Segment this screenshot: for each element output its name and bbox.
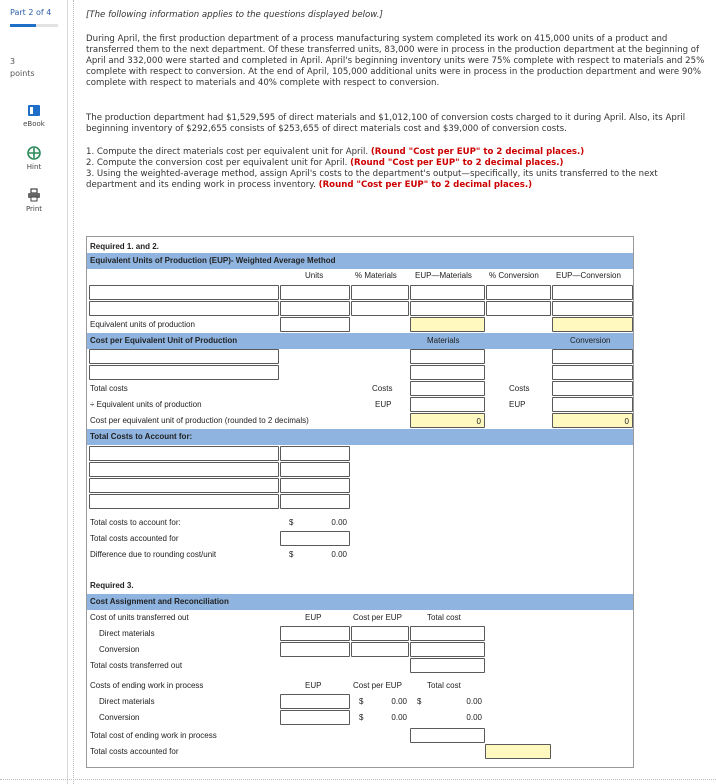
question-1-text: 1. Compute the direct materials cost per equivalent unit for April. (86, 147, 369, 157)
part-indicator[interactable]: Part 2 of 4 (10, 8, 52, 17)
ending-conversion-label: Conversion (99, 713, 140, 722)
eup-row-2-eup-materials-input[interactable] (410, 301, 485, 316)
sidebar (0, 0, 68, 784)
hint-icon (27, 146, 41, 160)
difference-rounding-label: Difference due to rounding cost/unit (90, 550, 217, 559)
col-units-header: Units (305, 271, 324, 280)
hint-button[interactable] (12, 146, 56, 171)
ending-dm-eup-input[interactable] (280, 694, 350, 709)
total-to-account-label: Total costs to account for: (90, 518, 181, 527)
cost-per-eup-materials-result[interactable] (410, 413, 485, 428)
total-transferred-input[interactable] (410, 658, 485, 673)
cost-per-eup-bar (87, 333, 633, 349)
cost-row-1-label-input[interactable] (89, 349, 279, 364)
col-eup-materials-header: EUP—Materials (415, 271, 472, 280)
conversion-col-header: Conversion (570, 336, 611, 345)
print-button[interactable] (12, 188, 56, 213)
total-costs-conversion-input[interactable] (552, 381, 633, 396)
ending-conv-total-value: 0.00 (466, 713, 482, 722)
total-ending-wip-label: Total cost of ending work in process (90, 731, 217, 740)
transferred-conv-total-input[interactable] (410, 642, 485, 657)
print-icon (27, 188, 41, 202)
cost-per-eup-materials-value: 0 (476, 417, 481, 426)
dollar-sign: $ (289, 550, 294, 559)
ending-conv-cost-per-eup-value: 0.00 (391, 713, 407, 722)
ending-dm-cost-dollar: $ (359, 697, 364, 706)
transferred-dm-eup-input[interactable] (280, 626, 350, 641)
col-pct-materials-header: % Materials (355, 271, 397, 280)
account-row-1-amount-input[interactable] (280, 446, 350, 461)
question-3-rounding-note: (Round "Cost per EUP" to 2 decimal places.) (318, 180, 533, 190)
account-row-2-label-input[interactable] (89, 462, 279, 477)
eq-units-materials-total[interactable] (410, 317, 485, 332)
total-accounted-for-result[interactable] (485, 744, 551, 759)
ending-conv-cost-dollar: $ (359, 713, 364, 722)
ending-wip-label: Costs of ending work in process (90, 681, 204, 690)
account-row-3-label-input[interactable] (89, 478, 279, 493)
total-cost-col-header-2: Total cost (427, 681, 461, 690)
account-row-4-amount-input[interactable] (280, 494, 350, 509)
total-ending-wip-input[interactable] (410, 728, 485, 743)
total-costs-account-bar (87, 429, 633, 445)
total-to-account-value: 0.00 (331, 518, 347, 527)
difference-rounding-value: 0.00 (331, 550, 347, 559)
eup-row-1-eup-conversion-input[interactable] (552, 285, 633, 300)
question-2 (86, 158, 706, 169)
print-label: Print (25, 205, 43, 213)
question-1 (86, 147, 706, 158)
eup-row-2-pct-conversion-input[interactable] (486, 301, 551, 316)
cost-per-eup-title: Cost per Equivalent Unit of Production (90, 336, 238, 345)
account-row-3-amount-input[interactable] (280, 478, 350, 493)
points-label: points (10, 69, 35, 78)
account-row-1-label-input[interactable] (89, 446, 279, 461)
points-value: 3 (10, 57, 16, 66)
eup-conversion-tag: EUP (509, 400, 526, 409)
total-transferred-label: Total costs transferred out (90, 661, 183, 670)
eup-row-1-units-input[interactable] (280, 285, 350, 300)
cost-row-2-label-input[interactable] (89, 365, 279, 380)
hint-label: Hint (26, 163, 42, 171)
question-2-rounding-note: (Round "Cost per EUP" to 2 decimal places.) (350, 158, 564, 168)
cost-per-eup-conversion-result[interactable] (552, 413, 633, 428)
question-content (86, 10, 706, 191)
transferred-conv-cost-per-eup-input[interactable] (351, 642, 409, 657)
eq-units-units-input[interactable] (280, 317, 350, 332)
account-row-2-amount-input[interactable] (280, 462, 350, 477)
transferred-conv-eup-input[interactable] (280, 642, 350, 657)
cost-row-1-conversion-input[interactable] (552, 349, 633, 364)
costs-conversion-tag: Costs (509, 384, 530, 393)
eup-row-2-label-input[interactable] (89, 301, 279, 316)
question-3 (86, 169, 706, 191)
cost-transferred-label: Cost of units transferred out (90, 613, 189, 622)
eup-conversion-input[interactable] (552, 397, 633, 412)
cost-per-eup-col-header-2: Cost per EUP (353, 681, 402, 690)
cost-per-eup-conversion-value: 0 (624, 417, 629, 426)
panel-separator (68, 0, 74, 784)
ebook-icon (27, 104, 41, 117)
intro-text: [The following information applies to the questions displayed below.] (86, 10, 383, 20)
required-1-2-label: Required 1. and 2. (90, 242, 159, 251)
eup-row-2-eup-conversion-input[interactable] (552, 301, 633, 316)
cost-row-2-conversion-input[interactable] (552, 365, 633, 380)
required-3-label: Required 3. (90, 581, 134, 590)
transferred-dm-cost-per-eup-input[interactable] (351, 626, 409, 641)
total-accounted-label: Total costs accounted for (90, 534, 179, 543)
costs-materials-tag: Costs (372, 384, 393, 393)
eup-materials-tag: EUP (375, 400, 392, 409)
total-costs-materials-input[interactable] (410, 381, 485, 396)
cost-row-2-materials-input[interactable] (410, 365, 485, 380)
ending-dm-total-value: 0.00 (466, 697, 482, 706)
transferred-dm-total-input[interactable] (410, 626, 485, 641)
col-eup-conversion-header: EUP—Conversion (556, 271, 621, 280)
divide-eup-label: ÷ Equivalent units of production (90, 400, 202, 409)
ending-dm-cost-per-eup-value: 0.00 (391, 697, 407, 706)
problem-paragraph-2: The production department had $1,529,595 of direct materials and $1,012,100 of conversion costs charged to it during April. Also, its April beginning inventory of $292,655 consists of $253,655 of direct materials cost and $39,000 of conversion costs. (86, 113, 686, 134)
total-costs-account-title: Total Costs to Account for: (90, 432, 193, 441)
question-1-rounding-note: (Round "Cost per EUP" to 2 decimal places.) (370, 147, 585, 157)
eup-title: Equivalent Units of Production (EUP)- Weighted Average Method (90, 256, 336, 265)
cost-assignment-title: Cost Assignment and Reconciliation (90, 597, 229, 606)
equivalent-units-label: Equivalent units of production (90, 320, 195, 329)
transferred-direct-materials-label: Direct materials (99, 629, 155, 638)
eup-materials-input[interactable] (410, 397, 485, 412)
eup-row-1-pct-conversion-input[interactable] (486, 285, 551, 300)
eup-col-header-2: EUP (305, 681, 322, 690)
ending-conv-eup-input[interactable] (280, 710, 350, 725)
total-accounted-input[interactable] (280, 531, 350, 546)
question-2-text: 2. Compute the conversion cost per equivalent unit for April. (86, 158, 348, 168)
eq-units-conversion-total[interactable] (552, 317, 633, 332)
eup-row-2-pct-materials-input[interactable] (351, 301, 409, 316)
materials-col-header: Materials (427, 336, 460, 345)
cost-assignment-bar (87, 594, 633, 610)
points-display (10, 56, 35, 80)
eup-row-1-label-input[interactable] (89, 285, 279, 300)
dollar-sign: $ (289, 518, 294, 527)
eup-row-2-units-input[interactable] (280, 301, 350, 316)
ebook-label: eBook (23, 120, 45, 128)
ebook-button[interactable] (12, 104, 56, 128)
col-pct-conversion-header: % Conversion (489, 271, 539, 280)
transferred-conversion-label: Conversion (99, 645, 140, 654)
worksheet (86, 236, 634, 768)
total-accounted-for-label: Total costs accounted for (90, 747, 179, 756)
bottom-divider (0, 779, 716, 780)
eup-title-bar (87, 253, 633, 269)
eup-col-header: EUP (305, 613, 322, 622)
eup-row-1-eup-materials-input[interactable] (410, 285, 485, 300)
cost-per-eup-col-header: Cost per EUP (353, 613, 402, 622)
ending-dm-total-dollar: $ (417, 697, 422, 706)
eup-row-1-pct-materials-input[interactable] (351, 285, 409, 300)
problem-paragraph-1: During April, the first production department of a process manufacturing system completed its work on 415,000 units of a product and transferred them to the next department. Of these transferred units, 83,000 were in process in the production department at the beginning of April and 332,000 were started and completed in April. April's beginning inventory units were 75% complete with respect to materials and 25% complete with respect to conversion. At the end of April, 105,000 additional units were in process in the production department and were 90% complete with respect to materials and 40% complete with respect to conversion. (86, 34, 705, 88)
cost-row-1-materials-input[interactable] (410, 349, 485, 364)
ending-direct-materials-label: Direct materials (99, 697, 155, 706)
total-cost-col-header: Total cost (427, 613, 461, 622)
total-costs-label: Total costs (90, 384, 128, 393)
question-3-text: 3. Using the weighted-average method, assign April's costs to the department's output—specifically, its units transferred to the next department and its ending work in process inventory. (86, 169, 658, 190)
cost-per-eup-rounded-label: Cost per equivalent unit of production (rounded to 2 decimals) (90, 416, 309, 425)
part-progress-bar (10, 24, 58, 27)
account-row-4-label-input[interactable] (89, 494, 279, 509)
